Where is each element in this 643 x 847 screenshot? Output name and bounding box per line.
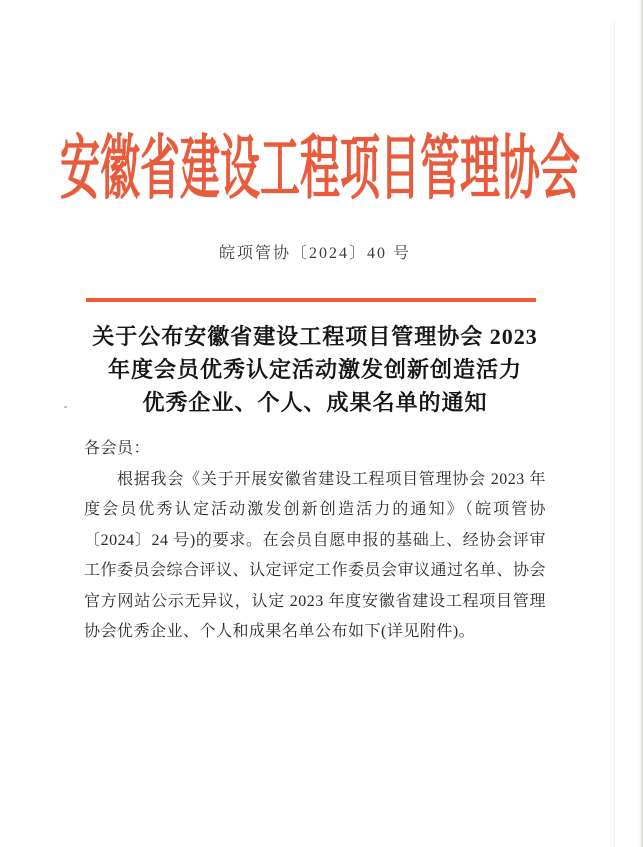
body-line: 官方网站公示无异议，认定 2023 年度安徽省建设工程项目管理 [84, 592, 546, 610]
notice-body [84, 434, 546, 648]
notice-title [74, 320, 556, 419]
body-line: 工作委员会综合评议、认定评定工作委员会审议通过名单、协会 [84, 562, 547, 579]
scan-edge-shadow [639, 0, 643, 847]
body-line: 〔2024〕24 号)的要求。在会员自愿申报的基础上、经协会评审 [84, 531, 546, 549]
body-line: 度会员优秀认定活动激发创新创造活力的通知》（皖项管协 [84, 501, 546, 518]
notice-title-line-2: 年度会员优秀认定活动激发创新创造活力 [107, 357, 522, 382]
notice-title-line-3: 优秀企业、个人、成果名单的通知 [142, 390, 488, 415]
body-line: 协会优秀企业、个人和成果名单公布如下(详见附件)。 [84, 623, 476, 640]
notice-title-line-1: 关于公布安徽省建设工程项目管理协会 2023 [92, 324, 538, 349]
body-line: 根据我会《关于开展安徽省建设工程项目管理协会 2023 年 [117, 470, 546, 488]
document-content [60, 0, 580, 847]
red-divider-rule [86, 298, 536, 302]
letterhead-org-name: 安徽省建设工程项目管理协会 [60, 128, 580, 208]
scan-speck [64, 406, 67, 408]
scan-fold-line [614, 20, 615, 847]
salutation: 各会员： [84, 440, 151, 457]
document-number: 皖项管协〔2024〕40 号 [218, 245, 411, 262]
